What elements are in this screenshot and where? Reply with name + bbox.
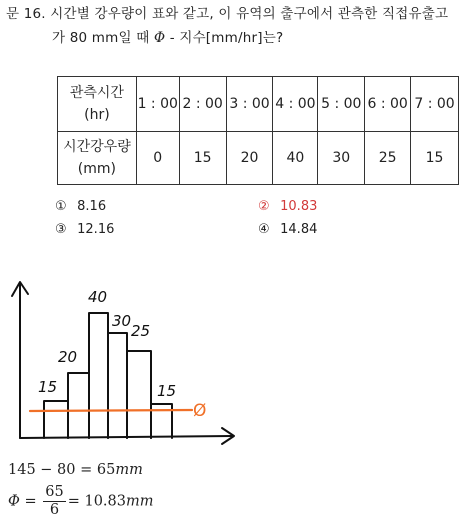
sketch-bar-5: [127, 351, 151, 438]
solution-unit-1: mm: [115, 462, 143, 478]
time-cell: 4 : 00: [273, 77, 318, 132]
rainfall-cell: 0: [136, 132, 179, 185]
rainfall-header-cell: [58, 132, 137, 185]
sketch-bar-2: [68, 373, 89, 438]
choice-value: 10.83: [280, 199, 318, 214]
sketch-label-25: 25: [131, 322, 151, 340]
rainfall-table: [57, 76, 459, 185]
sketch-label-30: 30: [112, 312, 132, 330]
choice-1[interactable]: [55, 199, 106, 214]
solution-phi: Φ: [8, 493, 20, 510]
table-row-rainfall: [58, 132, 459, 185]
phi-index-line: [30, 410, 192, 411]
sketch-bar-1: [44, 401, 68, 438]
sketch-label-15: 15: [38, 378, 58, 396]
solution-fraction: [43, 484, 65, 519]
sketch-bar-4: [108, 333, 127, 438]
time-cell: 2 : 00: [179, 77, 226, 132]
time-cell: 5 : 00: [318, 77, 365, 132]
question-line-2: [52, 26, 283, 46]
question-text-after-phi: - 지수[mm/hr]는?: [169, 30, 284, 46]
rainfall-cell: 40: [273, 132, 318, 185]
solution-subtraction: 145 − 80 = 65: [8, 462, 116, 478]
choice-number: ④: [258, 222, 270, 237]
question-line-1: 문 16. 시간별 강우량이 표와 같고, 이 유역의 출구에서 관측한 직접유출고: [6, 6, 449, 22]
solution-equals: =: [24, 493, 37, 510]
choice-number: ①: [55, 199, 67, 214]
fraction-numerator: 65: [45, 484, 64, 500]
hyetograph-sketch: [0, 270, 250, 455]
time-cell: 1 : 00: [136, 77, 179, 132]
choice-number: ③: [55, 222, 67, 237]
rainfall-header-unit: (mm): [77, 161, 116, 177]
time-header-cell: [58, 77, 137, 132]
table-row-time: [58, 77, 459, 132]
rainfall-cell: 20: [226, 132, 273, 185]
time-header-label: 관측시간: [69, 85, 124, 101]
phi-label-icon: Ø: [193, 401, 207, 421]
rainfall-header-label: 시간강우량: [63, 139, 131, 155]
sketch-bar-3: [89, 313, 108, 438]
question-text-before-phi: 가 80 mm일 때: [52, 30, 150, 46]
rainfall-cell: 15: [179, 132, 226, 185]
sketch-label-40: 40: [88, 288, 108, 306]
rainfall-cell: 25: [365, 132, 411, 185]
solution-line-2: [8, 484, 154, 519]
rainfall-cell: 15: [411, 132, 459, 185]
choice-3[interactable]: [55, 222, 114, 237]
choice-number: ②: [258, 199, 270, 214]
time-cell: 3 : 00: [226, 77, 273, 132]
solution-result: = 10.83: [67, 493, 126, 510]
solution-line-1: [8, 462, 143, 478]
phi-symbol: Φ: [153, 30, 166, 46]
fraction-denominator: 6: [49, 502, 60, 518]
choice-4[interactable]: [258, 222, 317, 237]
choice-value: 14.84: [280, 222, 318, 237]
solution-unit-2: mm: [126, 493, 154, 510]
choice-2-answer[interactable]: [258, 199, 317, 214]
time-header-unit: (hr): [84, 107, 110, 123]
rainfall-cell: 30: [318, 132, 365, 185]
choice-value: 8.16: [77, 199, 107, 214]
sketch-label-20: 20: [58, 348, 78, 366]
time-cell: 6 : 00: [365, 77, 411, 132]
sketch-label-15b: 15: [157, 382, 177, 400]
time-cell: 7 : 00: [411, 77, 459, 132]
choice-value: 12.16: [77, 222, 115, 237]
